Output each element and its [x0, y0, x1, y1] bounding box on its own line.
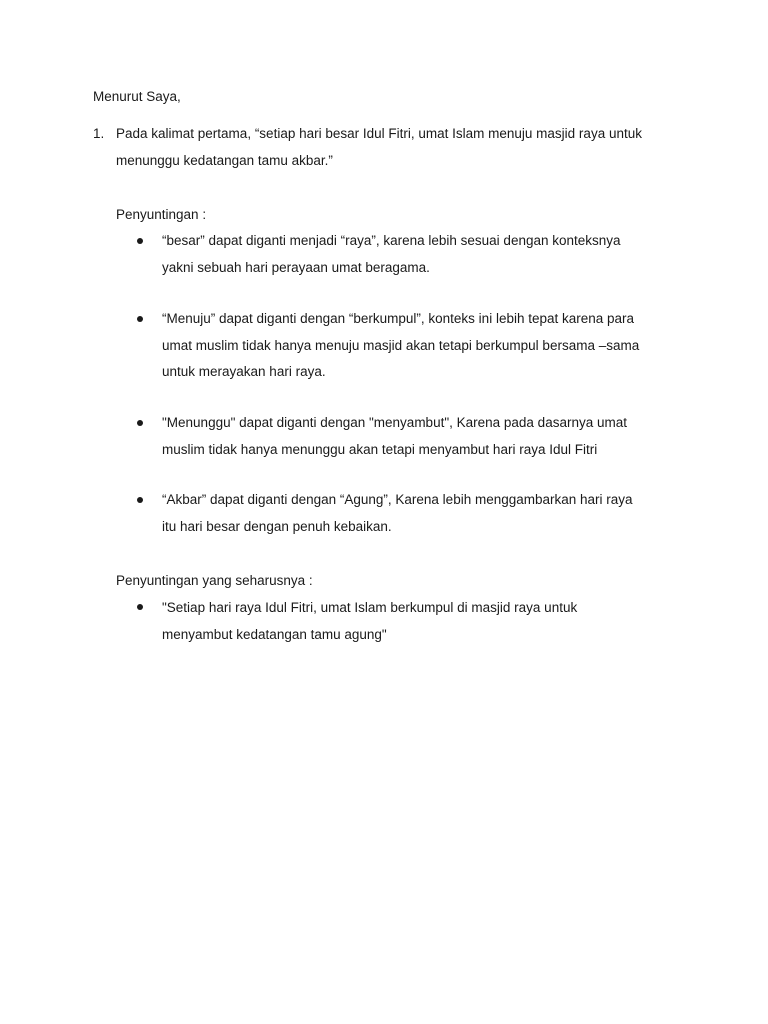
item1-line-1: Pada kalimat pertama, “setiap hari besar Idul Fitri, umat Islam menuju masjid raya untuk [116, 126, 642, 141]
proper-line-2: menyambut kedatangan tamu agung" [162, 627, 387, 642]
editing-heading: Penyuntingan : [116, 207, 207, 222]
bullet3-line-2: muslim tidak hanya menunggu akan tetapi menyambut hari raya Idul Fitri [162, 442, 598, 457]
bullet2-line-2: umat muslim tidak hanya menuju masjid akan tetapi berkumpul bersama –sama [162, 338, 640, 353]
greeting: Menurut Saya, [93, 89, 181, 104]
bullet-icon [137, 497, 143, 503]
bullet1-line-2: yakni sebuah hari perayaan umat beragama. [162, 260, 430, 275]
proper-line-1: "Setiap hari raya Idul Fitri, umat Islam berkumpul di masjid raya untuk [162, 600, 578, 615]
bullet-icon [137, 238, 143, 244]
item1-line-2: menunggu kedatangan tamu akbar.” [116, 153, 333, 168]
list-number-1: 1. [93, 126, 105, 141]
bullet4-line-2: itu hari besar dengan penuh kebaikan. [162, 519, 392, 534]
bullet2-line-3: untuk merayakan hari raya. [162, 364, 326, 379]
bullet4-line-1: “Akbar” dapat diganti dengan “Agung”, Karena lebih menggambarkan hari raya [162, 492, 633, 507]
bullet-icon [137, 420, 143, 426]
bullet2-line-1: “Menuju” dapat diganti dengan “berkumpul”, konteks ini lebih tepat karena para [162, 311, 635, 326]
bullet-icon [137, 604, 143, 610]
proper-heading: Penyuntingan yang seharusnya : [116, 573, 313, 588]
bullet-icon [137, 316, 143, 322]
bullet1-line-1: “besar” dapat diganti menjadi “raya”, karena lebih sesuai dengan konteksnya [162, 233, 621, 248]
bullet3-line-1: "Menunggu" dapat diganti dengan "menyambut", Karena pada dasarnya umat [162, 415, 627, 430]
